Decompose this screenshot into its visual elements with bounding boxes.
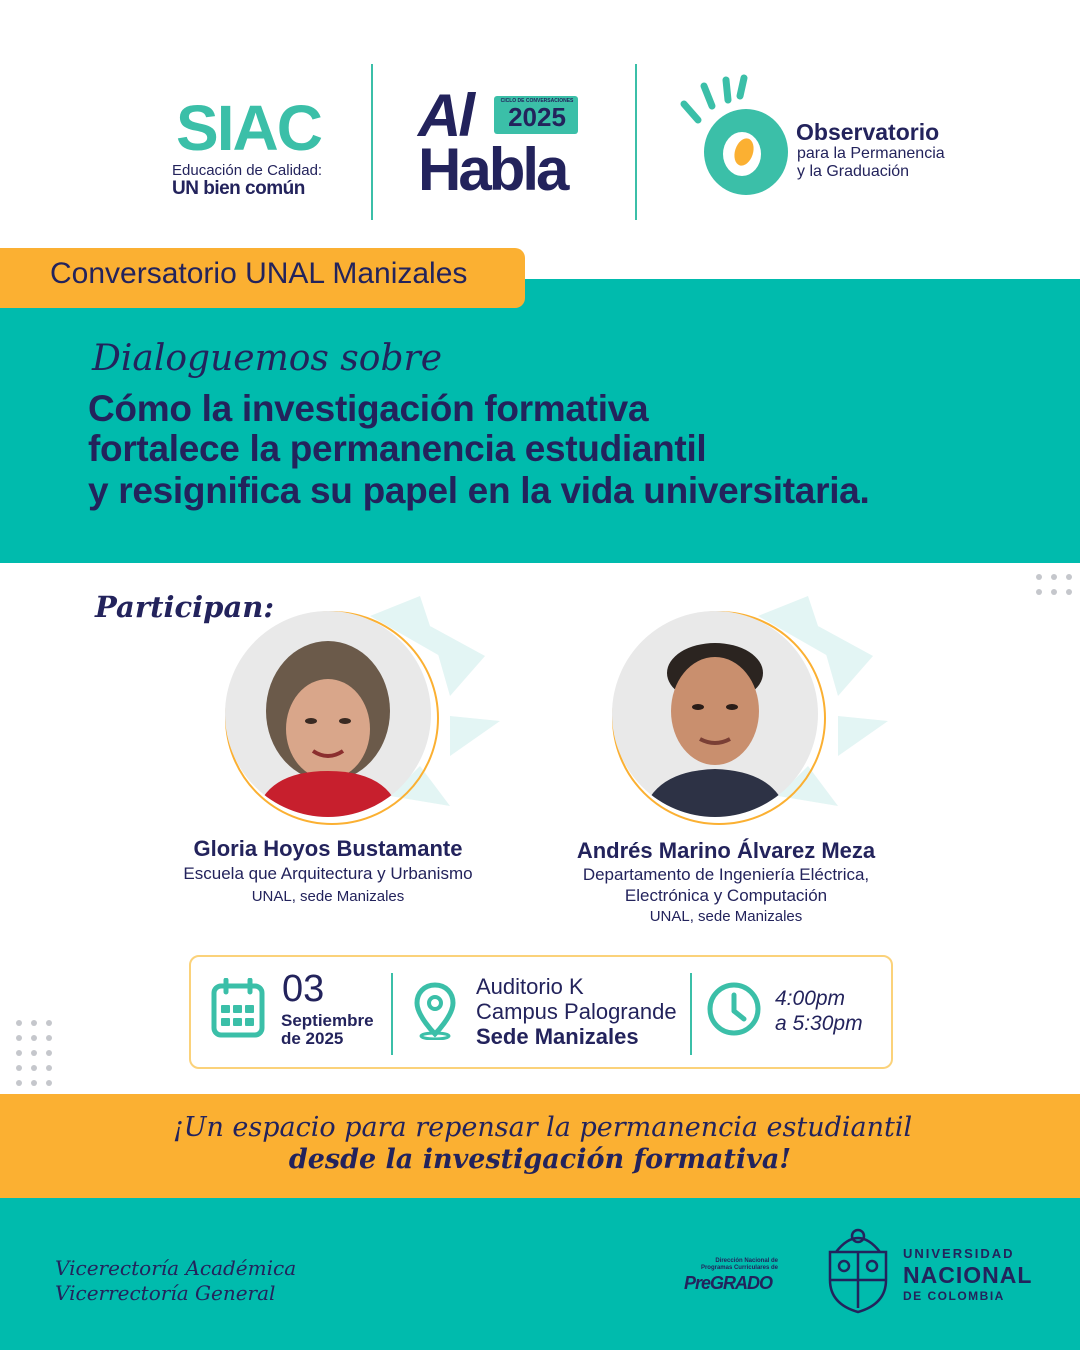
participant-org-2: UNAL, sede Manizales <box>649 908 803 925</box>
event-place-3: Sede Manizales <box>476 1024 639 1049</box>
event-day: 03 <box>282 968 325 1010</box>
unal-logo-line-2: NACIONAL <box>903 1262 1033 1288</box>
cta-line-1: ¡Un espacio para repensar la permanencia estudiantil <box>172 1112 913 1143</box>
participant-name-1: Gloria Hoyos Bustamante <box>193 836 463 861</box>
decorative-dots <box>16 1020 52 1086</box>
observatorio-logo-icon <box>676 72 794 200</box>
siac-tagline-1: Educación de Calidad: <box>172 162 323 179</box>
pregrado-caption: Dirección Nacional de Programas Curriculares de <box>700 1258 778 1271</box>
unal-logo-line-1: UNIVERSIDAD <box>903 1246 1015 1261</box>
participant-name-2: Andrés Marino Álvarez Meza <box>576 838 876 863</box>
alhabla-year: 2025 <box>508 102 566 132</box>
participant-affiliation-2: Departamento de Ingeniería Eléctrica, <box>582 865 870 884</box>
pregrado-logo: PreGRADO <box>684 1273 773 1293</box>
observatorio-title: Observatorio <box>796 119 940 145</box>
event-place-1: Auditorio K <box>476 974 584 999</box>
participants-heading: Participan: <box>95 590 275 624</box>
header-divider <box>635 64 637 220</box>
alhabla-logo-habla: Habla <box>418 136 567 203</box>
event-year: de 2025 <box>281 1029 344 1048</box>
observatorio-line-1: para la Permanencia <box>797 145 945 162</box>
participant-photo-1 <box>225 611 431 817</box>
event-month: Septiembre <box>281 1011 374 1030</box>
headline-line-1: Cómo la investigación formativa <box>88 388 649 429</box>
headline-intro: Dialoguemos sobre <box>92 338 442 379</box>
siac-logo-title: SIAC <box>176 92 321 164</box>
headline-line-2: fortalece la permanencia estudiantil <box>88 428 707 469</box>
participant-org-1: UNAL, sede Manizales <box>251 888 405 905</box>
alhabla-logo-al: Al <box>418 82 472 149</box>
info-divider <box>391 973 393 1055</box>
footer-vicerrectoria-1: Vicerectoría Académica <box>55 1256 297 1280</box>
siac-tagline-2: UN bien común <box>172 178 305 199</box>
header-divider <box>371 64 373 220</box>
event-time-end: a 5:30pm <box>775 1012 863 1035</box>
info-divider <box>690 973 692 1055</box>
observatorio-line-2: y la Graduación <box>797 163 910 180</box>
clock-icon <box>706 981 762 1037</box>
participant-affiliation-1: Escuela que Arquitectura y Urbanismo <box>183 864 473 883</box>
calendar-icon <box>211 978 265 1038</box>
unal-shield-icon <box>822 1222 894 1314</box>
headline-line-3: y resignifica su papel en la vida universitaria. <box>88 470 870 511</box>
participant-photo-2 <box>612 611 818 817</box>
event-type-label: Conversatorio UNAL Manizales <box>50 257 468 290</box>
unal-logo-line-3: DE COLOMBIA <box>903 1289 1005 1303</box>
event-time-start: 4:00pm <box>775 987 846 1010</box>
cta-line-2: desde la investigación formativa! <box>288 1144 792 1175</box>
location-pin-icon <box>414 982 456 1040</box>
decorative-dots <box>1036 574 1080 595</box>
footer-vicerrectoria-2: Vicerrectoría General <box>55 1281 276 1305</box>
event-place-2: Campus Palogrande <box>476 999 677 1024</box>
participant-affiliation-2b: Electrónica y Computación <box>624 886 828 905</box>
alhabla-cycle-label: CICLO DE CONVERSACIONES <box>500 98 574 104</box>
